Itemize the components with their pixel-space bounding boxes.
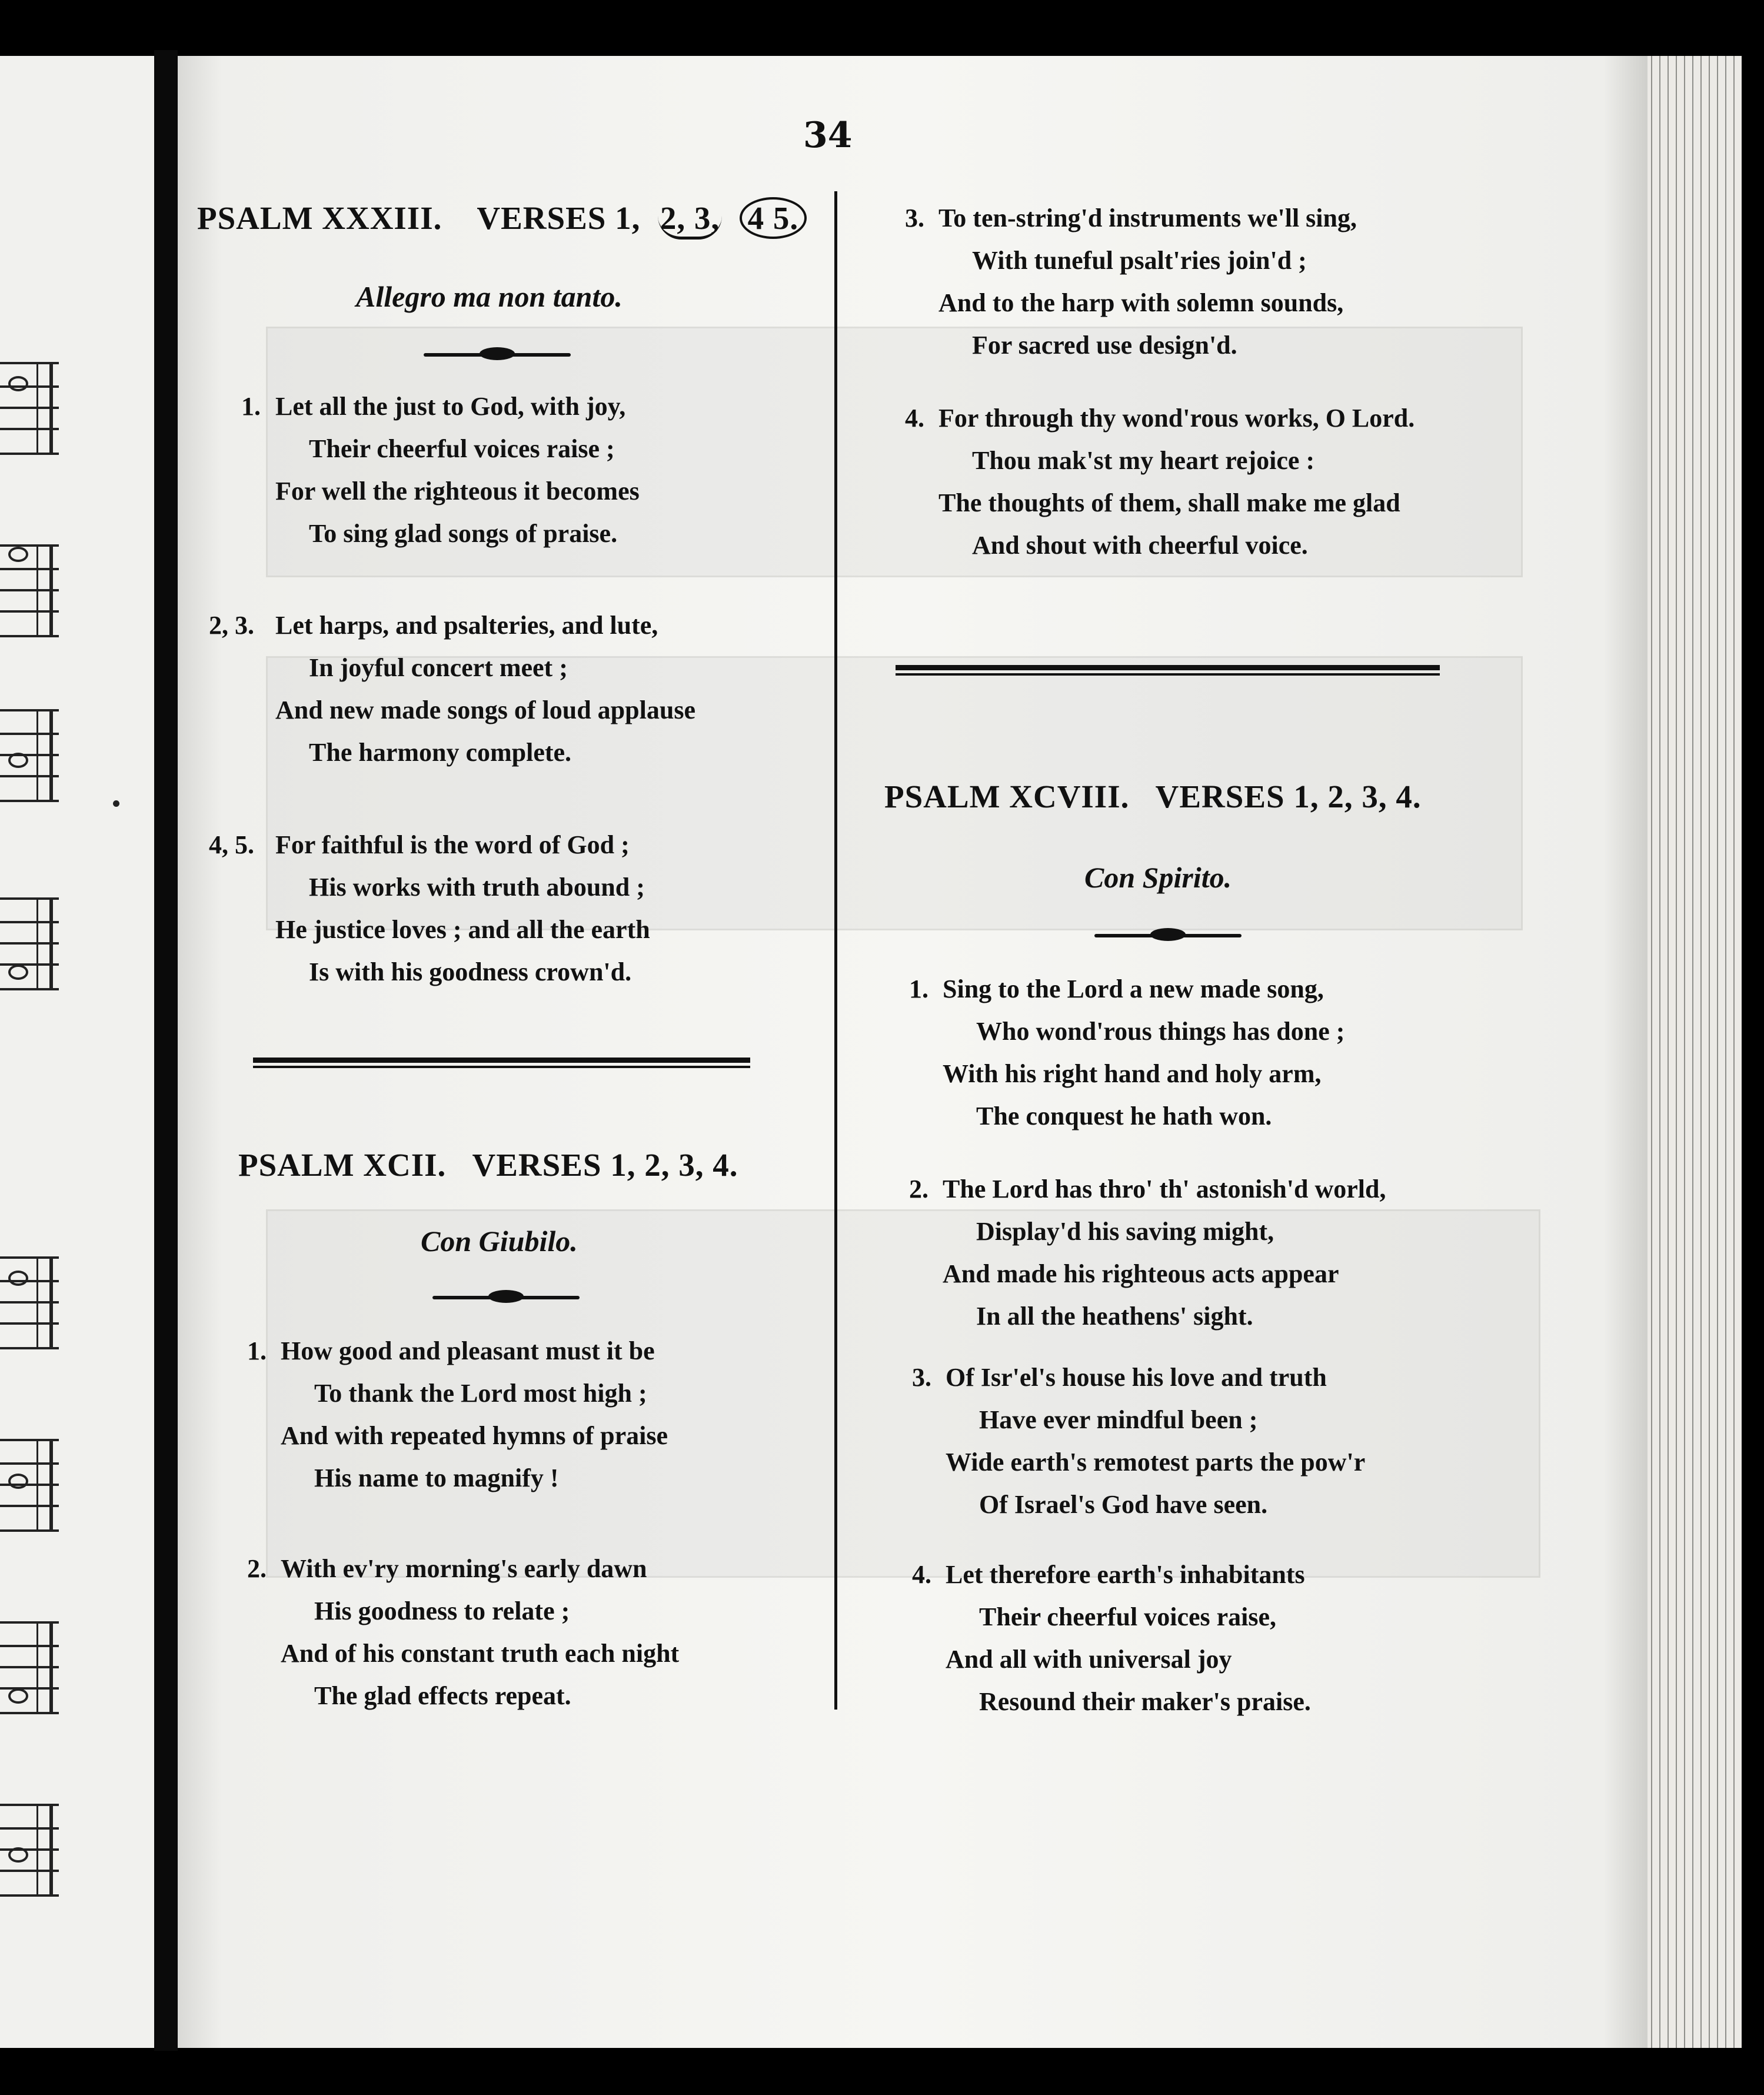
verse-line: Let therefore earth's inhabitants <box>946 1560 1305 1589</box>
verse-line: To sing glad songs of praise. <box>309 519 618 548</box>
stanza <box>905 397 1414 567</box>
verse-line: With ev'ry morning's early dawn <box>281 1554 647 1583</box>
section-divider <box>253 1058 750 1068</box>
verse-line: Let all the just to God, with joy, <box>275 392 626 421</box>
verse-line: And made his righteous acts appear <box>943 1259 1339 1288</box>
stanza-number: 1. <box>247 1336 267 1365</box>
verse-line: The harmony complete. <box>309 738 572 767</box>
music-staff <box>0 362 59 455</box>
stanza-number: 4. <box>912 1560 931 1589</box>
stanza-number: 3. <box>905 204 924 232</box>
verse-line: For through thy wond'rous works, O Lord. <box>938 404 1415 433</box>
scan-border <box>1742 0 1764 2095</box>
verse-line: With tuneful psalt'ries join'd ; <box>972 246 1307 275</box>
section-divider <box>896 665 1440 676</box>
stanza <box>909 1168 1386 1338</box>
stanza <box>247 1548 679 1717</box>
circled-verses: 2, 3, <box>658 199 722 240</box>
verse-line: With his right hand and holy arm, <box>943 1059 1322 1088</box>
stanza <box>247 1330 668 1499</box>
psalm-title: PSALM XCVIII. <box>884 779 1130 814</box>
music-staff <box>0 1804 59 1897</box>
column-divider <box>834 191 837 1710</box>
note-icon <box>8 1271 28 1286</box>
verse-line: Let harps, and psalteries, and lute, <box>275 611 658 640</box>
verse-line: How good and pleasant must it be <box>281 1336 655 1365</box>
verse-line: In joyful concert meet ; <box>309 653 568 682</box>
verse-line: In all the heathens' sight. <box>976 1302 1253 1331</box>
verse-line: He justice loves ; and all the earth <box>275 915 650 944</box>
verses-label: VERSES 1, 2, 3, 4. <box>1155 779 1422 814</box>
note-icon <box>8 965 28 980</box>
stanza <box>209 824 650 993</box>
verse-line: His goodness to relate ; <box>314 1597 570 1625</box>
verse-line: Sing to the Lord a new made song, <box>943 975 1324 1003</box>
note-icon <box>8 1688 28 1704</box>
note-icon <box>8 547 28 562</box>
music-staff <box>0 544 59 637</box>
verse-line: Their cheerful voices raise ; <box>309 434 615 463</box>
verse-line: Display'd his saving might, <box>976 1217 1274 1246</box>
stanza <box>912 1554 1311 1723</box>
ornament-divider <box>1094 934 1242 937</box>
verse-line: Wide earth's remotest parts the pow'r <box>946 1448 1366 1477</box>
psalm-heading <box>884 778 1422 815</box>
verse-line: Is with his goodness crown'd. <box>309 957 632 986</box>
verse-line: And all with universal joy <box>946 1645 1232 1674</box>
stanza-number: 1. <box>909 975 928 1003</box>
verse-line: And to the harp with solemn sounds, <box>938 288 1344 317</box>
verse-line: For faithful is the word of God ; <box>275 830 630 859</box>
music-staff <box>0 897 59 990</box>
verse-line: To thank the Lord most high ; <box>314 1379 647 1408</box>
stanza <box>912 1356 1365 1526</box>
stanza <box>241 385 640 555</box>
music-staff <box>0 1256 59 1349</box>
verse-line: And new made songs of loud applause <box>275 696 695 724</box>
circled-verses: 4 5. <box>740 197 807 239</box>
note-icon <box>8 753 28 768</box>
stanza <box>909 968 1344 1138</box>
verse-line: The Lord has thro' th' astonish'd world, <box>943 1175 1386 1203</box>
stanza-number: 2. <box>909 1175 928 1203</box>
ink-dot <box>113 800 119 807</box>
verse-line: Their cheerful voices raise, <box>979 1602 1277 1631</box>
page-edges <box>1647 56 1742 2048</box>
note-icon <box>8 1474 28 1489</box>
tempo-marking: Con Giubilo. <box>421 1225 578 1258</box>
music-staff <box>0 709 59 802</box>
verse-line: The glad effects repeat. <box>314 1681 571 1710</box>
stanza-number: 3. <box>912 1363 931 1392</box>
note-icon <box>8 376 28 391</box>
ornament-divider <box>432 1296 580 1299</box>
verse-line: Who wond'rous things has done ; <box>976 1017 1345 1046</box>
verses-label: VERSES 1, 2, 3, 4. <box>472 1147 738 1183</box>
facing-page-music-fragment <box>0 56 154 2048</box>
psalm-title: PSALM XCII. <box>238 1147 447 1183</box>
stanza-number: 1. <box>241 392 261 421</box>
verse-line: Resound their maker's praise. <box>979 1687 1311 1716</box>
music-staff <box>0 1621 59 1714</box>
stanza-number: 4, 5. <box>209 830 254 859</box>
verse-line: Thou mak'st my heart rejoice : <box>972 446 1315 475</box>
stanza-number: 2. <box>247 1554 267 1583</box>
verse-line: His name to magnify ! <box>314 1464 559 1492</box>
verse-line: Of Israel's God have seen. <box>979 1490 1268 1519</box>
verse-line: For well the righteous it becomes <box>275 477 640 506</box>
book-gutter <box>154 50 178 2051</box>
verse-line: To ten-string'd instruments we'll sing, <box>938 204 1357 232</box>
psalm-heading <box>238 1146 738 1183</box>
note-icon <box>8 1847 28 1863</box>
psalm-heading <box>197 197 807 240</box>
tempo-marking: Con Spirito. <box>1084 861 1232 894</box>
page-number: 34 <box>803 115 853 156</box>
ornament-divider <box>424 353 571 357</box>
verse-line: And with repeated hymns of praise <box>281 1421 668 1450</box>
verse-line: His works with truth abound ; <box>309 873 645 902</box>
verses-label: VERSES 1, <box>477 200 641 236</box>
verse-line: Of Isr'el's house his love and truth <box>946 1363 1327 1392</box>
verse-line: The thoughts of them, shall make me glad <box>938 488 1400 517</box>
tempo-marking: Allegro ma non tanto. <box>356 280 623 313</box>
verse-line: For sacred use design'd. <box>972 331 1237 360</box>
verse-line: Have ever mindful been ; <box>979 1405 1258 1434</box>
stanza-number: 2, 3. <box>209 611 254 640</box>
music-staff <box>0 1439 59 1532</box>
stanza <box>905 197 1357 367</box>
verse-line: And shout with cheerful voice. <box>972 531 1308 560</box>
verse-line: The conquest he hath won. <box>976 1102 1272 1130</box>
stanza <box>209 604 695 774</box>
stanza-number: 4. <box>905 404 924 433</box>
psalm-title: PSALM XXXIII. <box>197 200 442 236</box>
verse-line: And of his constant truth each night <box>281 1639 680 1668</box>
